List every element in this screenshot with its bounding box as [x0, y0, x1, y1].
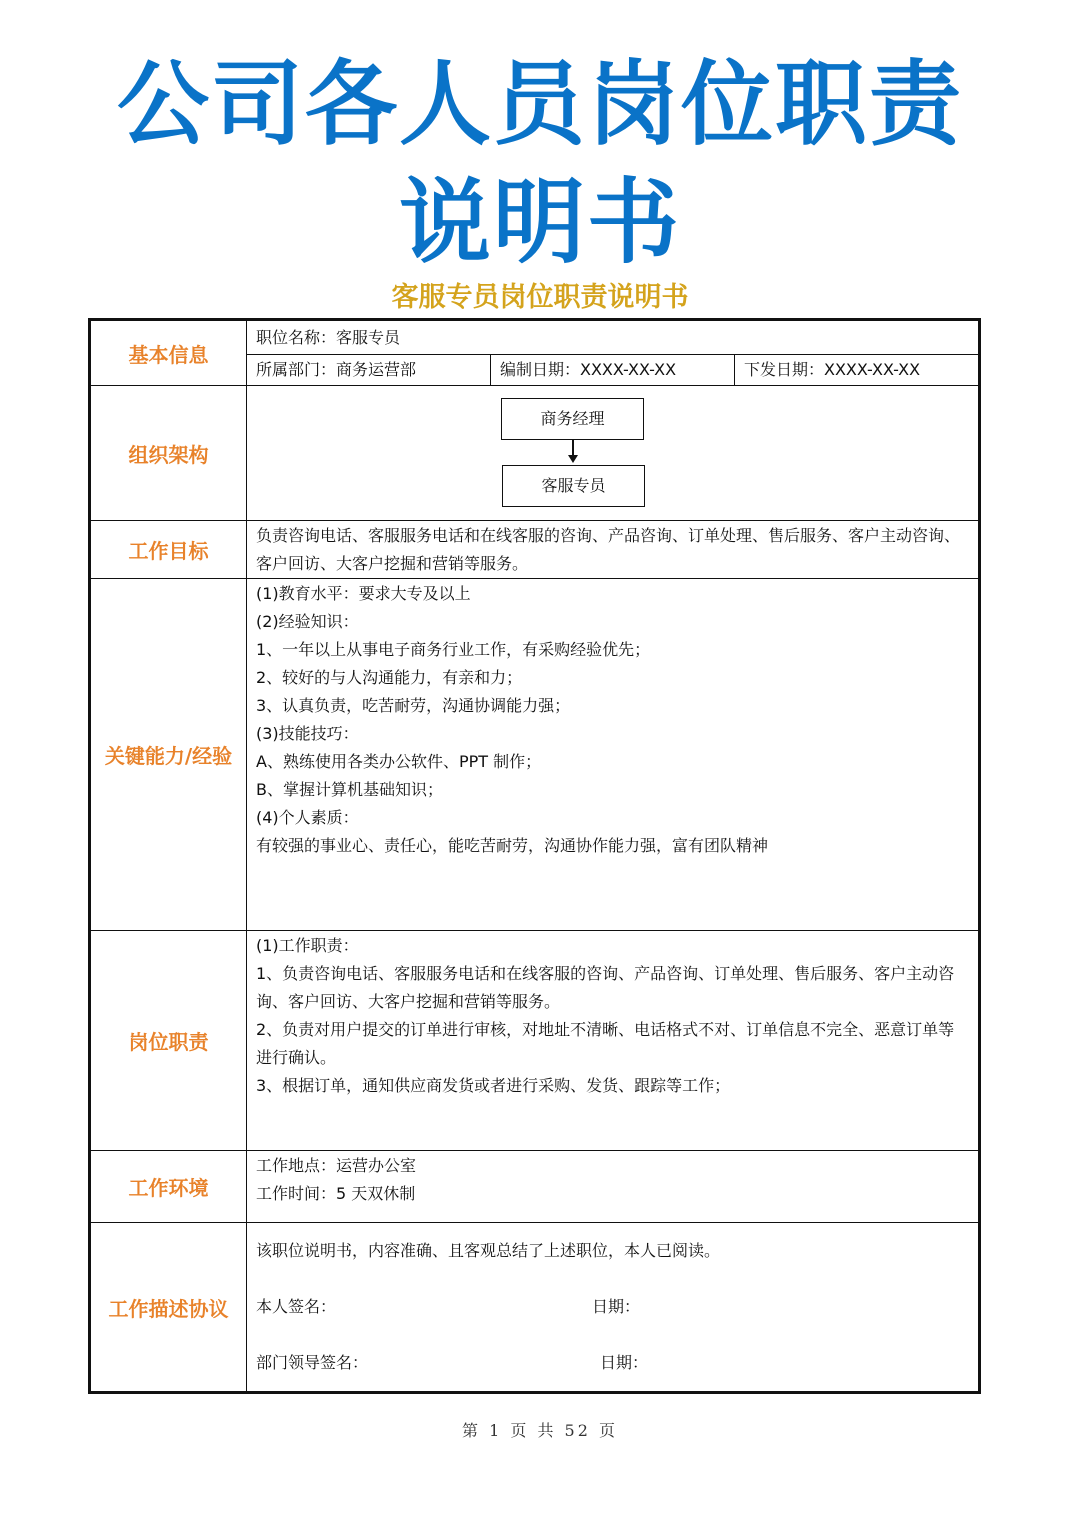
leader-signature: 部门领导签名： — [256, 1353, 369, 1372]
ability-line: 1、一年以上从事电子商务行业工作，有采购经验优先； — [256, 640, 651, 659]
ability-line: (1)教育水平：要求大专及以上 — [256, 584, 471, 603]
document-title-line2: 说明书 — [398, 169, 681, 276]
basic-info-row — [90, 320, 980, 386]
arrow-down-icon — [568, 455, 578, 463]
ability-line: (3)技能技巧： — [256, 724, 359, 743]
self-signature: 本人签名： — [256, 1297, 337, 1316]
ability-line: 2、较好的与人沟通能力，有亲和力； — [256, 668, 523, 687]
ability-line: (2)经验知识： — [256, 612, 359, 631]
org-structure-label: 组织架构 — [90, 386, 247, 521]
work-goal-label: 工作目标 — [90, 521, 247, 579]
key-ability-row — [90, 579, 980, 931]
basic-info-label: 基本信息 — [90, 320, 247, 386]
duty-line: (1)工作职责： — [256, 936, 359, 955]
work-goal-row — [90, 521, 980, 579]
org-connector — [572, 440, 574, 456]
page-number: 第 1 页 共 52 页 — [462, 1421, 618, 1440]
org-box-staff: 客服专员 — [502, 465, 645, 507]
position-name: 职位名称：客服专员 — [247, 321, 978, 355]
document-subtitle: 客服专员岗位职责说明书 — [391, 282, 689, 313]
ability-line: B、掌握计算机基础知识； — [256, 780, 443, 799]
issue-date: 下发日期：XXXX-XX-XX — [734, 355, 978, 385]
duty-line: 3、根据订单，通知供应商发货或者进行采购、发货、跟踪等工作； — [256, 1076, 731, 1095]
org-structure-row — [90, 386, 980, 521]
ability-line: 3、认真负责，吃苦耐劳，沟通协调能力强； — [256, 696, 571, 715]
duty-line: 2、负责对用户提交的订单进行审核，对地址不清晰、电话格式不对、订单信息不完全、恶意订单等进行确认。 — [256, 1020, 955, 1067]
work-environment-label: 工作环境 — [90, 1151, 247, 1223]
ability-line: A、熟练使用各类办公软件、PPT 制作； — [256, 752, 542, 771]
job-duty-label: 岗位职责 — [90, 931, 247, 1151]
agreement-statement: 该职位说明书，内容准确、且客观总结了上述职位，本人已阅读。 — [256, 1241, 721, 1260]
ability-line: (4)个人素质： — [256, 808, 359, 827]
work-goal-text: 负责咨询电话、客服服务电话和在线客服的咨询、产品咨询、订单处理、售后服务、客户主动咨询、客户回访、大客户挖掘和营销等服务。 — [247, 521, 980, 579]
leader-date: 日期： — [600, 1353, 649, 1372]
compile-date: 编制日期：XXXX-XX-XX — [490, 355, 734, 385]
document-title-line1: 公司各人员岗位职责 — [116, 51, 963, 158]
agreement-row — [90, 1223, 980, 1393]
ability-line: 有较强的事业心、责任心，能吃苦耐劳，沟通协作能力强，富有团队精神 — [256, 836, 769, 855]
org-box-manager: 商务经理 — [501, 398, 644, 440]
org-chart — [247, 386, 978, 519]
work-place: 工作地点：运营办公室 — [256, 1156, 417, 1175]
job-duty-row — [90, 931, 980, 1151]
duty-line: 1、负责咨询电话、客服服务电话和在线客服的咨询、产品咨询、订单处理、售后服务、客户主动咨询、客户回访、大客户挖掘和营销等服务。 — [256, 964, 955, 1011]
key-ability-label: 关键能力/经验 — [90, 579, 247, 931]
self-date: 日期： — [592, 1297, 641, 1316]
work-time: 工作时间：5 天双休制 — [256, 1184, 416, 1203]
job-description-table — [88, 318, 981, 1394]
department: 所属部门：商务运营部 — [256, 360, 417, 379]
agreement-label: 工作描述协议 — [90, 1223, 247, 1393]
work-environment-row — [90, 1151, 980, 1223]
